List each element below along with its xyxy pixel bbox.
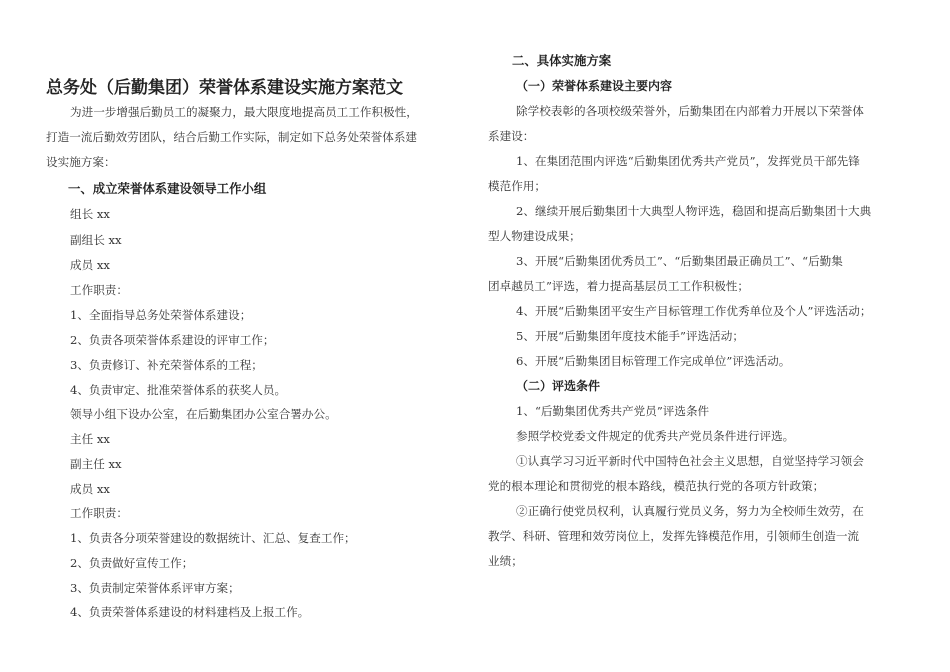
- content-line-6: 型人物建设成果；: [488, 229, 581, 243]
- content-line-1: 除学校表彰的各项校级荣誉外，后勤集团在内部着力开展以下荣誉体: [516, 104, 864, 118]
- office-duty-item-2: 2、负责做好宣传工作；: [70, 556, 194, 570]
- content-line-7: 3、开展“后勤集团优秀员工”、“后勤集团最正确员工”、“后勤集: [516, 254, 843, 268]
- office-member-line: 成员 xx: [70, 482, 110, 496]
- content-line-3: 1、在集团范围内评选“后勤集团优秀共产党员”，发挥党员干部先锋: [516, 154, 860, 168]
- member-line: 成员 xx: [70, 258, 110, 272]
- vice-director-line: 副主任 xx: [70, 457, 122, 471]
- office-duty-item-3: 3、负责制定荣誉体系评审方案；: [70, 581, 240, 595]
- content-line-5: 2、继续开展后勤集团十大典型人物评选，稳固和提高后勤集团十大典: [516, 204, 872, 218]
- office-note: 领导小组下设办公室，在后勤集团办公室合署办公。: [70, 407, 337, 421]
- content-line-10: 5、开展“后勤集团年度技术能手”评选活动；: [516, 329, 744, 343]
- document-title: 总务处（后勤集团）荣誉体系建设实施方案范文: [46, 78, 403, 98]
- criteria-line-7: 业绩；: [488, 554, 523, 568]
- intro-line-3: 设实施方案：: [46, 155, 116, 169]
- office-duty-item-1: 1、负责各分项荣誉建设的数据统计、汇总、复查工作；: [70, 531, 356, 545]
- criteria-line-3: ①认真学习习近平新时代中国特色社会主义思想，自觉坚持学习领会: [516, 454, 864, 468]
- leader-line: 组长 xx: [70, 207, 110, 221]
- duty-item-4: 4、负责审定、批准荣誉体系的获奖人员。: [70, 383, 287, 397]
- duty-item-3: 3、负责修订、补充荣誉体系的工程；: [70, 358, 263, 372]
- criteria-line-6: 教学、科研、管理和效劳岗位上，发挥先锋模范作用，引领师生创造一流: [488, 529, 860, 543]
- criteria-line-4: 党的根本理论和贯彻党的根本路线，模范执行党的各项方针政策；: [488, 479, 825, 493]
- criteria-line-2: 参照学校党委文件规定的优秀共产党员条件进行评选。: [516, 429, 795, 443]
- content-line-9: 4、开展“后勤集团平安生产目标管理工作优秀单位及个人”评选活动；: [516, 304, 872, 318]
- content-line-11: 6、开展“后勤集团目标管理工作完成单位”评选活动。: [516, 354, 791, 368]
- duty-item-1: 1、全面指导总务处荣誉体系建设；: [70, 308, 252, 322]
- subsection1-heading: （一）荣誉体系建设主要内容: [516, 79, 673, 93]
- content-line-2: 系建设：: [488, 129, 535, 143]
- office-duty-item-4: 4、负责荣誉体系建设的材料建档及上报工作。: [70, 605, 310, 619]
- content-line-4: 模范作用；: [488, 179, 546, 193]
- criteria-line-5: ②正确行使党员权利，认真履行党员义务，努力为全校师生效劳，在: [516, 504, 864, 518]
- vice-leader-line: 副组长 xx: [70, 233, 122, 247]
- director-line: 主任 xx: [70, 432, 110, 446]
- criteria-line-1: 1、“后勤集团优秀共产党员”评选条件: [516, 404, 710, 418]
- duty-item-2: 2、负责各项荣誉体系建设的评审工作；: [70, 333, 275, 347]
- section1-heading: 一、成立荣誉体系建设领导工作小组: [68, 181, 267, 196]
- section2-heading: 二、具体实施方案: [512, 53, 612, 68]
- subsection2-heading: （二）评选条件: [516, 379, 601, 393]
- office-duties-label: 工作职责：: [70, 506, 128, 520]
- content-line-8: 团卓越员工”评选，着力提高基层员工工作积极性；: [488, 279, 749, 293]
- duties-label: 工作职责：: [70, 283, 128, 297]
- intro-line-2: 打造一流后勤效劳团队，结合后勤工作实际，制定如下总务处荣誉体系建: [46, 130, 418, 144]
- intro-line-1: 为进一步增强后勤员工的凝聚力，最大限度地提高员工工作积极性，: [70, 105, 418, 119]
